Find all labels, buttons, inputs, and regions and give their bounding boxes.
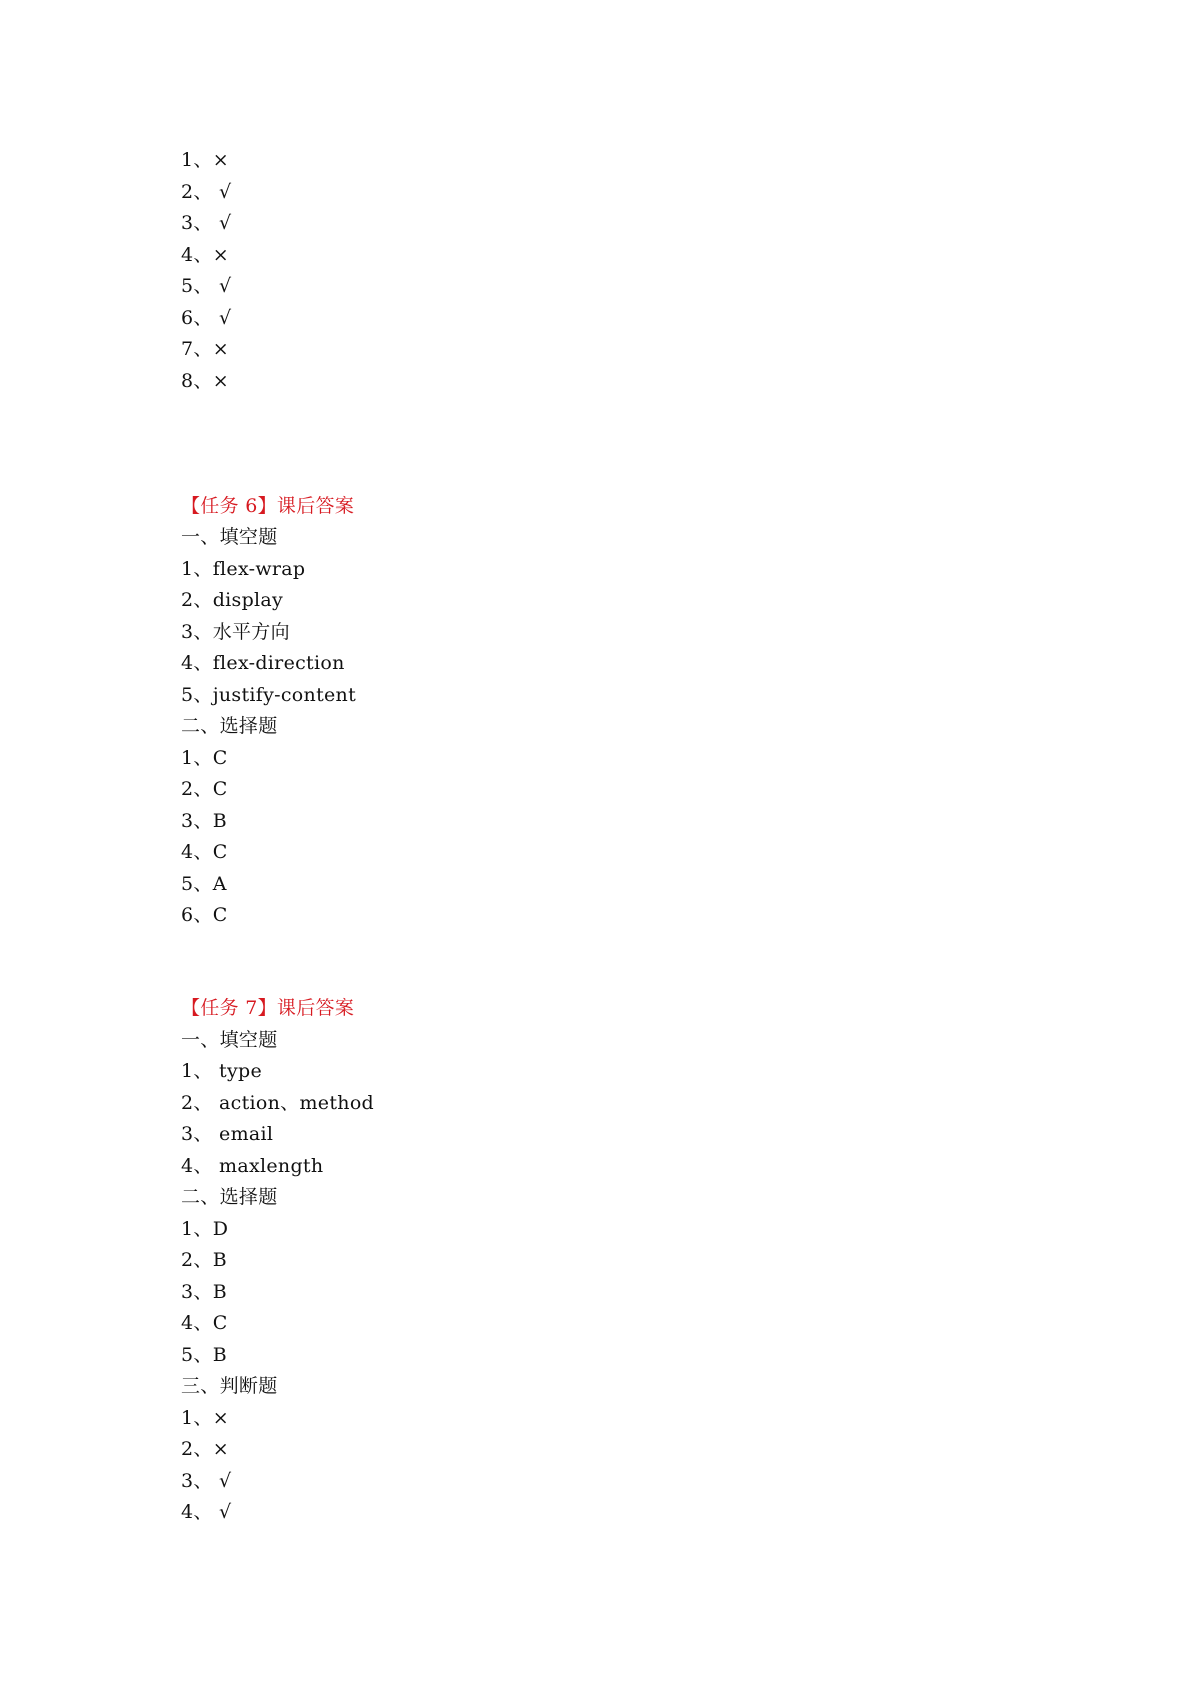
task6-fill-item: 4、flex-direction [181, 652, 345, 674]
task6-fill-item: 3、水平方向 [181, 621, 290, 643]
answer-line: 8、× [181, 370, 229, 392]
task6-fill-title: 一、填空题 [181, 526, 278, 548]
task7-choice-item: 2、B [181, 1249, 227, 1271]
task6-fill-item: 1、flex-wrap [181, 558, 306, 580]
answer-line: 7、× [181, 338, 229, 360]
answer-line: 4、× [181, 244, 229, 266]
task7-fill-title: 一、填空题 [181, 1029, 278, 1051]
task7-judge-title: 三、判断题 [181, 1375, 278, 1397]
task7-choice-item: 3、B [181, 1281, 227, 1303]
task6-fill-item: 5、justify-content [181, 684, 357, 706]
task7-choice-title: 二、选择题 [181, 1186, 278, 1208]
task7-choice-item: 4、C [181, 1312, 228, 1334]
answer-line: 2、 √ [181, 181, 232, 203]
task6-heading: 【任务 6】课后答案 [181, 495, 355, 517]
task7-fill-item: 3、 email [181, 1123, 274, 1145]
task6-choice-title: 二、选择题 [181, 715, 278, 737]
task7-fill-item: 4、 maxlength [181, 1155, 324, 1177]
task7-fill-item: 1、 type [181, 1060, 263, 1082]
task6-choice-item: 4、C [181, 841, 228, 863]
task6-choice-item: 2、C [181, 778, 228, 800]
task6-choice-item: 6、C [181, 904, 228, 926]
task7-judge-item: 1、× [181, 1407, 229, 1429]
answer-line: 6、 √ [181, 307, 232, 329]
task7-judge-item: 3、 √ [181, 1470, 232, 1492]
task6-choice-item: 5、A [181, 873, 227, 895]
task7-fill-item: 2、 action、method [181, 1092, 375, 1114]
answer-line: 5、 √ [181, 275, 232, 297]
task6-choice-item: 1、C [181, 747, 228, 769]
answer-line: 3、 √ [181, 212, 232, 234]
task7-heading: 【任务 7】课后答案 [181, 997, 355, 1019]
answer-line: 1、× [181, 149, 229, 171]
task7-judge-item: 4、 √ [181, 1501, 232, 1523]
task6-choice-item: 3、B [181, 810, 227, 832]
task7-choice-item: 5、B [181, 1344, 227, 1366]
task6-fill-item: 2、display [181, 589, 284, 611]
task7-judge-item: 2、× [181, 1438, 229, 1460]
task7-choice-item: 1、D [181, 1218, 229, 1240]
